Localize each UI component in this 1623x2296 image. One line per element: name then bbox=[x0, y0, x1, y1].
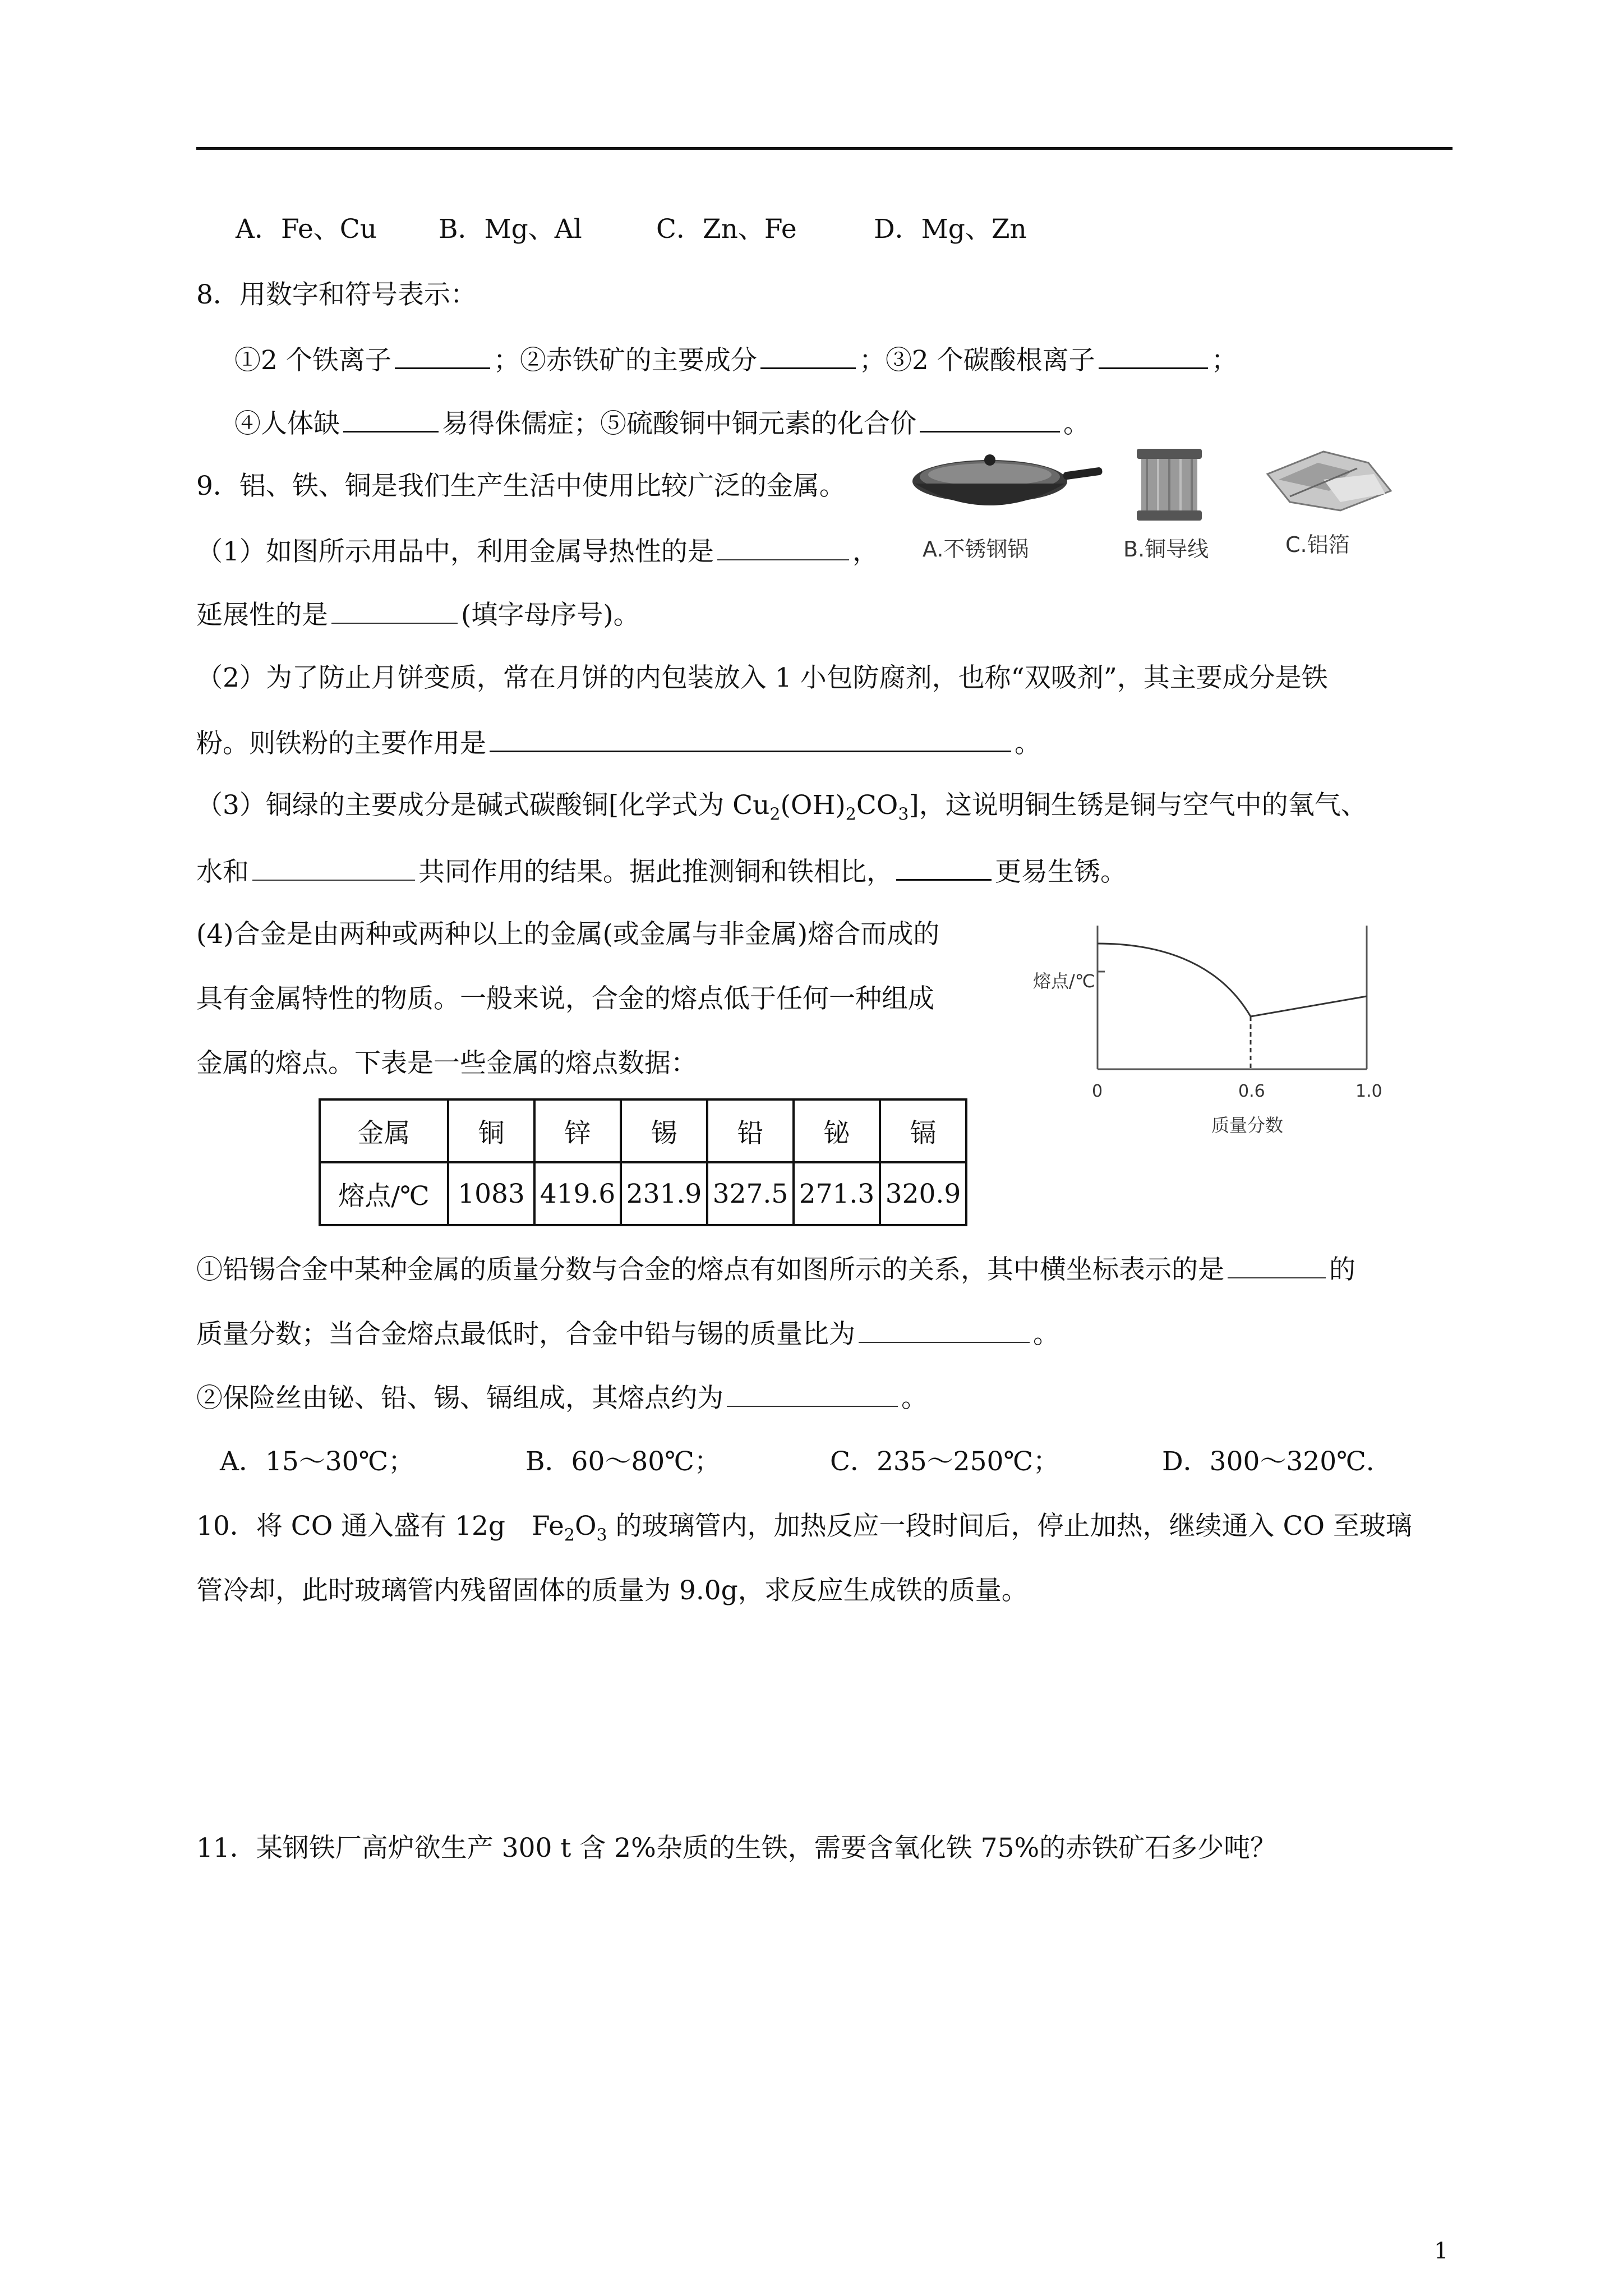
copper-wire-label: B.铜导线 bbox=[1123, 537, 1209, 562]
aluminum-foil-image bbox=[1256, 440, 1402, 519]
q9-s3-line2 bbox=[196, 857, 1127, 885]
q9-s3-text: 共同作用的结果。据此推测铜和铁相比， bbox=[418, 857, 893, 887]
copper-wire-spool-image bbox=[1124, 443, 1214, 527]
wok-image bbox=[906, 438, 1108, 539]
q9-s1-line2 bbox=[196, 600, 640, 631]
subscript: 3 bbox=[596, 1525, 607, 1545]
q9-s4-option-a: A．15～30℃； bbox=[220, 1446, 415, 1477]
graph-curve-right bbox=[1251, 996, 1367, 1016]
answer-blank bbox=[331, 600, 458, 624]
table-header-row bbox=[320, 1099, 966, 1162]
q9-s1-text: (填字母序号)。 bbox=[461, 600, 640, 631]
table-cell: 271.3 bbox=[794, 1162, 880, 1225]
q7-option-b: B．Mg、Al bbox=[439, 214, 582, 245]
answer-blank bbox=[343, 408, 439, 432]
q9-s3-text: CO bbox=[856, 790, 898, 821]
wok-label: A.不锈钢锅 bbox=[923, 537, 1029, 562]
q9-s4-option-d: D．300～320℃. bbox=[1162, 1446, 1375, 1477]
q9-s4-text: 。 bbox=[1033, 1319, 1059, 1350]
answer-blank bbox=[760, 345, 856, 369]
graph-tick-06: 0.6 bbox=[1238, 1082, 1265, 1101]
table-cell: 1083 bbox=[448, 1162, 534, 1225]
q10-line1 bbox=[196, 1511, 1412, 1545]
q9-s4-option-b: B．60～80℃； bbox=[525, 1446, 721, 1477]
q9-s4-text: 的 bbox=[1329, 1254, 1355, 1285]
q8-l1-p4: ； bbox=[1211, 345, 1238, 376]
subscript: 3 bbox=[898, 804, 909, 825]
q8-line1 bbox=[234, 345, 1238, 374]
answer-blank bbox=[490, 728, 1011, 752]
q7-option-d: D．Mg、Zn bbox=[874, 214, 1027, 245]
subscript: 2 bbox=[564, 1525, 575, 1545]
q8-stem: 8．用数字和符号表示： bbox=[196, 279, 477, 310]
table-cell: 231.9 bbox=[621, 1162, 707, 1225]
q8-line2 bbox=[234, 408, 1090, 437]
q9-s3-text: 水和 bbox=[196, 857, 249, 887]
table-header-cell: 锡 bbox=[621, 1099, 707, 1162]
q8-l1-p3: ；③2 个碳酸根离子 bbox=[859, 345, 1095, 376]
q9-s4-text: ②保险丝由铋、铅、锡、镉组成，其熔点约为 bbox=[196, 1383, 723, 1414]
q9-s4-q1-line2 bbox=[196, 1319, 1059, 1350]
q10-line2: 管冷却，此时玻璃管内残留固体的质量为 9.0g，求反应生成铁的质量。 bbox=[196, 1575, 1028, 1606]
q8-l2-p1: ④人体缺 bbox=[234, 408, 340, 439]
q9-s4-line3: 金属的熔点。下表是一些金属的熔点数据： bbox=[196, 1048, 697, 1079]
q7-option-c: C．Zn、Fe bbox=[656, 214, 797, 245]
q9-stem: 9．铝、铁、铜是我们生产生活中使用比较广泛的金属。 bbox=[196, 471, 846, 501]
q9-s2-line2 bbox=[196, 728, 1041, 757]
q9-s4-q1-line1 bbox=[196, 1255, 1355, 1283]
graph-ylabel: 熔点/℃ bbox=[1033, 970, 1095, 992]
answer-blank bbox=[1099, 345, 1208, 369]
q9-s3-text: ]，这说明铜生锈是铜与空气中的氧气、 bbox=[909, 790, 1367, 821]
subscript: 2 bbox=[769, 804, 781, 825]
table-header-cell: 镉 bbox=[880, 1099, 966, 1162]
answer-blank bbox=[896, 857, 992, 881]
answer-blank bbox=[252, 857, 415, 881]
q9-s4-text: 。 bbox=[901, 1383, 928, 1414]
table-cell: 419.6 bbox=[534, 1162, 621, 1225]
answer-blank bbox=[395, 345, 490, 369]
header-rule bbox=[196, 147, 1453, 150]
q8-l1-p2: ；②赤铁矿的主要成分 bbox=[493, 345, 757, 376]
q9-s1-text: （1）如图所示用品中，利用金属导热性的是 bbox=[196, 536, 714, 567]
answer-blank bbox=[920, 408, 1060, 432]
q9-s4-q2 bbox=[196, 1383, 928, 1414]
q9-s4-option-c: C．235～250℃； bbox=[830, 1446, 1059, 1477]
q9-s4-line1: (4)合金是由两种或两种以上的金属(或金属与非金属)熔合而成的 bbox=[196, 919, 940, 950]
melting-point-table bbox=[319, 1098, 967, 1226]
table-row bbox=[320, 1162, 966, 1225]
answer-blank bbox=[1228, 1255, 1326, 1278]
table-cell: 327.5 bbox=[707, 1162, 794, 1225]
q7-option-a: A．Fe、Cu bbox=[236, 214, 377, 245]
graph-tick-0: 0 bbox=[1092, 1082, 1103, 1101]
melting-point-graph bbox=[1021, 914, 1413, 1150]
table-header-cell: 铅 bbox=[707, 1099, 794, 1162]
answer-blank bbox=[717, 537, 849, 560]
q10-text: O bbox=[574, 1511, 597, 1542]
q9-s2-text: 。 bbox=[1015, 728, 1041, 759]
subscript: 2 bbox=[845, 804, 856, 825]
q9-s1-line1 bbox=[196, 537, 879, 565]
table-header-cell: 锌 bbox=[534, 1099, 621, 1162]
answer-blank bbox=[859, 1319, 1030, 1343]
table-cell: 320.9 bbox=[880, 1162, 966, 1225]
answer-blank bbox=[727, 1383, 898, 1407]
q10-text: 的玻璃管内，加热反应一段时间后，停止加热，继续通入 CO 至玻璃 bbox=[607, 1511, 1412, 1542]
q8-l1-p1: ①2 个铁离子 bbox=[234, 345, 391, 376]
table-header-cell: 铜 bbox=[448, 1099, 534, 1162]
q9-s2-line1: （2）为了防止月饼变质，常在月饼的内包装放入 1 小包防腐剂，也称“双吸剂”，其主要成分是铁 bbox=[196, 662, 1328, 693]
table-header-cell: 金属 bbox=[320, 1099, 448, 1162]
table-header-cell: 铋 bbox=[794, 1099, 880, 1162]
table-row-label: 熔点/℃ bbox=[320, 1162, 448, 1225]
q8-l2-p2: 易得侏儒症；⑤硫酸铜中铜元素的化合价 bbox=[442, 408, 916, 439]
q9-s3-text: (OH) bbox=[780, 790, 846, 821]
q8-l2-p3: 。 bbox=[1063, 408, 1090, 439]
aluminum-foil-label: C.铝箔 bbox=[1285, 532, 1350, 557]
q9-s1-comma: ， bbox=[852, 536, 879, 567]
q9-s3-text: 更易生锈。 bbox=[995, 857, 1127, 887]
graph-curve-left bbox=[1098, 944, 1251, 1016]
graph-tick-10: 1.0 bbox=[1355, 1082, 1382, 1101]
q9-s1-text: 延展性的是 bbox=[196, 600, 328, 631]
page-number: 1 bbox=[1434, 2238, 1449, 2264]
q9-s2-text: 粉。则铁粉的主要作用是 bbox=[196, 728, 486, 759]
q9-s4-text: 质量分数；当合金熔点最低时，合金中铅与锡的质量比为 bbox=[196, 1319, 855, 1350]
q10-text: 10．将 CO 通入盛有 12g Fe bbox=[196, 1511, 564, 1542]
q9-s3-text: （3）铜绿的主要成分是碱式碳酸铜[化学式为 Cu bbox=[196, 790, 770, 821]
graph-xlabel: 质量分数 bbox=[1211, 1115, 1284, 1136]
q9-s3-line1 bbox=[196, 790, 1367, 825]
q11-text: 11．某钢铁厂高炉欲生产 300 t 含 2%杂质的生铁，需要含氧化铁 75%的赤铁矿石多少吨？ bbox=[196, 1833, 1277, 1864]
q9-s4-line2: 具有金属特性的物质。一般来说，合金的熔点低于任何一种组成 bbox=[196, 983, 934, 1014]
q9-s4-text: ①铅锡合金中某种金属的质量分数与合金的熔点有如图所示的关系，其中横坐标表示的是 bbox=[196, 1254, 1224, 1285]
